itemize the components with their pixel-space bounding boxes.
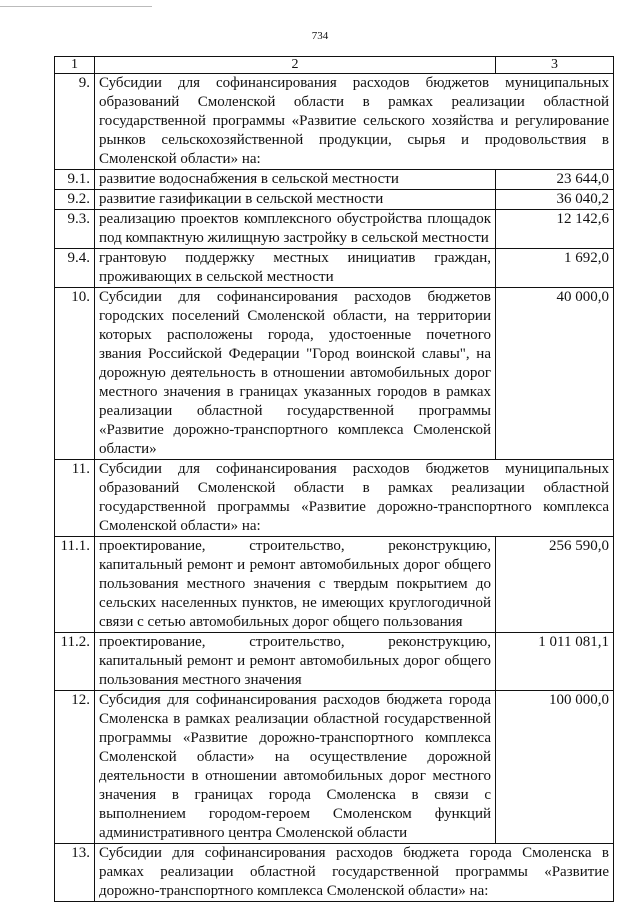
row-number: 13. [55,844,95,902]
table-row [55,537,614,633]
row-text: Субсидии для софинансирования расходов бюджетов муниципальных образований Смоленской области в рамках реализации областной государственной программы «Развитие дорожно-транспортного комплекса Смоленской области» на: [95,460,614,537]
row-value: 23 644,0 [496,170,614,190]
row-number: 9.3. [55,210,95,249]
table-row [55,633,614,691]
scan-edge-mark [0,0,152,7]
header-cell-3: 3 [496,57,614,74]
row-number: 9. [55,74,95,170]
table-body [55,57,614,902]
table-row [55,691,614,844]
row-text: Субсидии для софинансирования расходов бюджета города Смоленска в рамках реализации областной государственной программы «Развитие дорожно-транспортного комплекса Смоленской области» на: [95,844,614,902]
row-text: Субсидии для софинансирования расходов бюджетов городских поселений Смоленской области, на территории которых расположены города, удостоенные почетного звания Российской Федерации "Город воинской славы", на дорожную деятельность в отношении автомобильных дорог местного значения в границах указанных городов в рамках реализации областной государственной программы «Развитие дорожно-транспортного комплекса Смоленской области» [95,288,496,460]
row-number: 10. [55,288,95,460]
row-number: 12. [55,691,95,844]
row-number: 11.1. [55,537,95,633]
table-row [55,844,614,902]
row-value: 40 000,0 [496,288,614,460]
row-text: реализацию проектов комплексного обустройства площадок под компактную жилищную застройку в сельской местности [95,210,496,249]
row-text: развитие газификации в сельской местности [95,190,496,210]
row-value: 100 000,0 [496,691,614,844]
table-row [55,190,614,210]
row-value: 12 142,6 [496,210,614,249]
row-text: грантовую поддержку местных инициатив граждан, проживающих в сельской местности [95,249,496,288]
table-row [55,74,614,170]
row-number: 9.2. [55,190,95,210]
row-text: проектирование, строительство, реконструкцию, капитальный ремонт и ремонт автомобильных дорог общего пользования местного значения [95,633,496,691]
table-row [55,210,614,249]
page-number: 734 [311,30,329,42]
table-row [55,288,614,460]
row-text: Субсидии для софинансирования расходов бюджетов муниципальных образований Смоленской области в рамках реализации областной государственной программы «Развитие сельского хозяйства и регулирование рынков сельскохозяйственной продукции, сырья и продовольствия в Смоленской области» на: [95,74,614,170]
row-text: Субсидия для софинансирования расходов бюджета города Смоленска в рамках реализации областной государственной программы «Развитие дорожно-транспортного комплекса Смоленской области» на осуществление дорожной деятельности в отношении автомобильных дорог местного значения в границах города Смоленска в связи с выполнением городом-героем Смоленском функций административного центра Смоленской области [95,691,496,844]
row-number: 11.2. [55,633,95,691]
row-value: 1 692,0 [496,249,614,288]
table-row [55,249,614,288]
row-value: 1 011 081,1 [496,633,614,691]
row-number: 11. [55,460,95,537]
header-cell-1: 1 [55,57,95,74]
row-value: 256 590,0 [496,537,614,633]
subsidies-table [54,56,614,902]
row-text: развитие водоснабжения в сельской местности [95,170,496,190]
row-number: 9.4. [55,249,95,288]
row-text: проектирование, строительство, реконструкцию, капитальный ремонт и ремонт автомобильных дорог общего пользования местного значения с твердым покрытием до сельских населенных пунктов, не имеющих круглогодичной связи с сетью автомобильных дорог общего пользования [95,537,496,633]
header-cell-2: 2 [95,57,496,74]
table-header-row [55,57,614,74]
table-row [55,460,614,537]
row-value: 36 040,2 [496,190,614,210]
row-number: 9.1. [55,170,95,190]
table-row [55,170,614,190]
